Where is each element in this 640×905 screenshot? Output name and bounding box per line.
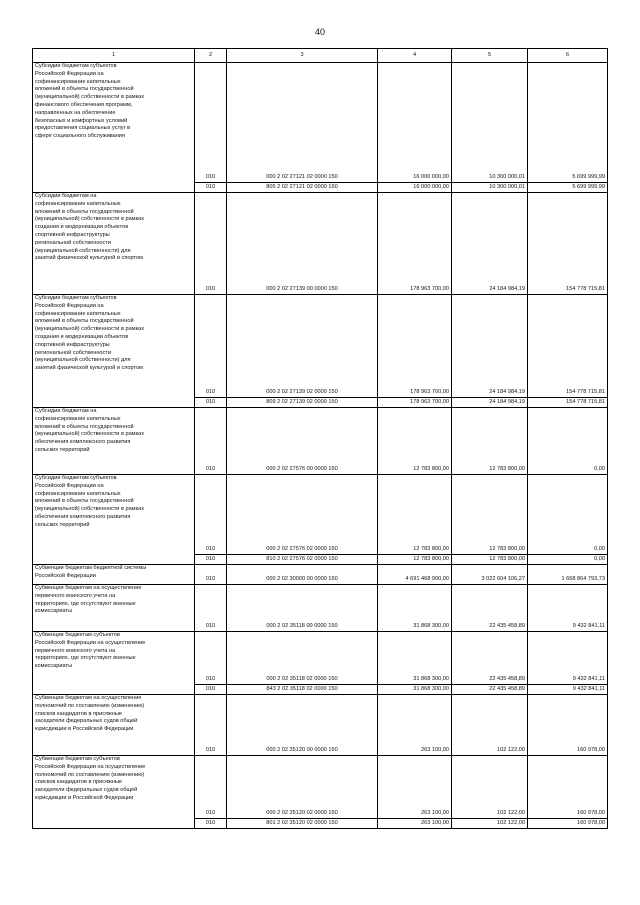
- subrow-kbk: 810 2 02 27576 02 0000 150: [227, 555, 378, 565]
- row-kbk: 000 2 02 35118 00 0000 150: [227, 585, 378, 632]
- row-col5: 12 783 800,00: [452, 408, 528, 475]
- row-code: 010: [195, 695, 227, 756]
- row-description: Субсидии бюджетам на софинансирование капитальных вложений в объекты государственной (муниципальной) собственности в рамках обеспечения комплексного развития сельских территорий: [33, 408, 195, 475]
- subrow-kbk: 843 2 02 35118 02 0000 150: [227, 685, 378, 695]
- table-row: [33, 695, 608, 756]
- row-kbk: 000 2 02 30000 00 0000 150: [227, 565, 378, 585]
- page-number: 40: [314, 27, 325, 37]
- row-description: Субсидии бюджетам субъектов Российской Федерации на софинансирование капитальных вложений в объекты государственной (муниципальной) собственности в рамках обеспечения комплексного развития сельских территорий: [33, 475, 195, 565]
- column-header: 1: [33, 49, 195, 63]
- subrow-kbk: 801 2 02 35120 02 0000 150: [227, 819, 378, 829]
- row-col6: 5 699 999,99: [528, 63, 608, 183]
- row-col6: 0,00: [528, 408, 608, 475]
- column-header: 3: [227, 49, 378, 63]
- column-header: 4: [378, 49, 452, 63]
- row-kbk: 000 2 02 27139 02 0000 150: [227, 295, 378, 398]
- row-kbk: 000 2 02 27576 02 0000 150: [227, 475, 378, 555]
- row-col5: 24 184 984,19: [452, 193, 528, 295]
- row-description: Субсидии бюджетам субъектов Российской Федерации на софинансирование капитальных вложений в объекты государственной (муниципальной) собственности в рамках создания и модернизации объектов спортивной инфраструктуры региональной собственности (муниципальной собственности) для занятий физической культурой и спортом: [33, 295, 195, 408]
- row-description: Субвенции бюджетам субъектов Российской Федерации на осуществление первичного воинского учета на территориях, где отсутствуют военные комиссариаты: [33, 632, 195, 695]
- row-code: 010: [195, 585, 227, 632]
- table-row: [33, 193, 608, 295]
- row-code: 010: [195, 63, 227, 183]
- row-col5: 24 184 984,19: [452, 295, 528, 398]
- budget-table: [32, 48, 608, 829]
- row-description: Субсидии бюджетам субъектов Российской Федерации на софинансирование капитальных вложений в объекты государственной (муниципальной) собственности в рамках финансового обеспечения программ, направленных на обеспечение безопасных и комфортных условий предоставления социальных услуг в сфере социального обслуживания: [33, 63, 195, 193]
- subrow-col5: 22 435 458,89: [452, 685, 528, 695]
- row-col6: 1 668 864 793,73: [528, 565, 608, 585]
- row-code: 010: [195, 475, 227, 555]
- row-col4: 16 000 000,00: [378, 63, 452, 183]
- subrow-col5: 24 184 984,19: [452, 398, 528, 408]
- row-kbk: 000 2 02 35118 02 0000 150: [227, 632, 378, 685]
- row-col4: 178 963 700,00: [378, 295, 452, 398]
- row-col4: 263 100,00: [378, 695, 452, 756]
- subrow-col6: 5 699 999,99: [528, 183, 608, 193]
- row-code: 010: [195, 408, 227, 475]
- row-col4: 4 691 468 900,00: [378, 565, 452, 585]
- subrow-col4: 178 963 700,00: [378, 398, 452, 408]
- row-description: Субсидии бюджетам на софинансирование капитальных вложений в объекты государственной (муниципальной) собственности в рамках создания и модернизации объектов спортивной инфраструктуры региональной собственности (муниципальной собственности) для занятий физической культурой и спортом: [33, 193, 195, 295]
- row-col5: 22 435 458,89: [452, 585, 528, 632]
- row-col5: 102 122,00: [452, 756, 528, 819]
- subrow-col6: 0,00: [528, 555, 608, 565]
- row-kbk: 000 2 02 27576 00 0000 150: [227, 408, 378, 475]
- row-description: Субвенции бюджетам субъектов Российской Федерации на осуществление полномочий по составлению (изменению) списков кандидатов в присяжные заседатели федеральных судов общей юрисдикции в Российской Федерации: [33, 756, 195, 829]
- row-col4: 12 783 800,00: [378, 408, 452, 475]
- row-col6: 160 978,00: [528, 695, 608, 756]
- subrow-code: 010: [195, 555, 227, 565]
- table-row: [33, 295, 608, 398]
- row-col4: 263 100,00: [378, 756, 452, 819]
- subrow-kbk: 809 2 02 27139 02 0000 150: [227, 398, 378, 408]
- row-col6: 154 778 715,81: [528, 193, 608, 295]
- subrow-code: 010: [195, 398, 227, 408]
- column-header: 6: [528, 49, 608, 63]
- table-row: [33, 475, 608, 555]
- subrow-col6: 154 778 715,81: [528, 398, 608, 408]
- table-row: [33, 756, 608, 819]
- row-col6: 9 432 841,11: [528, 632, 608, 685]
- row-description: Субвенции бюджетам бюджетной системы Российской Федерации: [33, 565, 195, 585]
- table-body: [33, 63, 608, 829]
- row-code: 010: [195, 565, 227, 585]
- row-col4: 178 963 700,00: [378, 193, 452, 295]
- subrow-col6: 160 978,00: [528, 819, 608, 829]
- column-header: 5: [452, 49, 528, 63]
- row-code: 010: [195, 193, 227, 295]
- table-row: [33, 632, 608, 685]
- table-row: [33, 408, 608, 475]
- column-number-row: [33, 49, 608, 63]
- row-col5: 22 435 458,89: [452, 632, 528, 685]
- row-col6: 0,00: [528, 475, 608, 555]
- row-col4: 31 868 300,00: [378, 632, 452, 685]
- subrow-col4: 31 868 300,00: [378, 685, 452, 695]
- column-header: 2: [195, 49, 227, 63]
- row-col6: 9 432 841,11: [528, 585, 608, 632]
- row-code: 010: [195, 632, 227, 685]
- row-kbk: 000 2 02 27121 02 0000 150: [227, 63, 378, 183]
- row-col4: 12 783 800,00: [378, 475, 452, 555]
- subrow-col4: 12 783 800,00: [378, 555, 452, 565]
- row-description: Субвенции бюджетам на осуществление полномочий по составлению (изменению) списков кандидатов в присяжные заседатели федеральных судов общей юрисдикции в Российской Федерации: [33, 695, 195, 756]
- subrow-col4: 263 100,00: [378, 819, 452, 829]
- table-row: [33, 565, 608, 585]
- row-code: 010: [195, 756, 227, 819]
- subrow-col5: 12 783 800,00: [452, 555, 528, 565]
- subrow-col4: 16 000 000,00: [378, 183, 452, 193]
- row-kbk: 000 2 02 35120 00 0000 150: [227, 695, 378, 756]
- subrow-kbk: 805 2 02 27121 02 0000 150: [227, 183, 378, 193]
- row-col6: 160 978,00: [528, 756, 608, 819]
- row-col5: 10 300 000,01: [452, 63, 528, 183]
- subrow-col5: 10 300 000,01: [452, 183, 528, 193]
- subrow-code: 010: [195, 819, 227, 829]
- row-kbk: 000 2 02 27139 00 0000 150: [227, 193, 378, 295]
- row-kbk: 000 2 02 35120 02 0000 150: [227, 756, 378, 819]
- subrow-code: 010: [195, 183, 227, 193]
- row-code: 010: [195, 295, 227, 398]
- table-row: [33, 585, 608, 632]
- row-col5: 102 122,00: [452, 695, 528, 756]
- subrow-col6: 9 432 841,11: [528, 685, 608, 695]
- table-row: [33, 63, 608, 183]
- row-col6: 154 778 715,81: [528, 295, 608, 398]
- row-col4: 31 868 300,00: [378, 585, 452, 632]
- subrow-col5: 102 122,00: [452, 819, 528, 829]
- row-description: Субвенции бюджетам на осуществление первичного воинского учета на территориях, где отсутствуют военные комиссариаты: [33, 585, 195, 632]
- row-col5: 3 022 604 106,27: [452, 565, 528, 585]
- row-col5: 12 783 800,00: [452, 475, 528, 555]
- subrow-code: 010: [195, 685, 227, 695]
